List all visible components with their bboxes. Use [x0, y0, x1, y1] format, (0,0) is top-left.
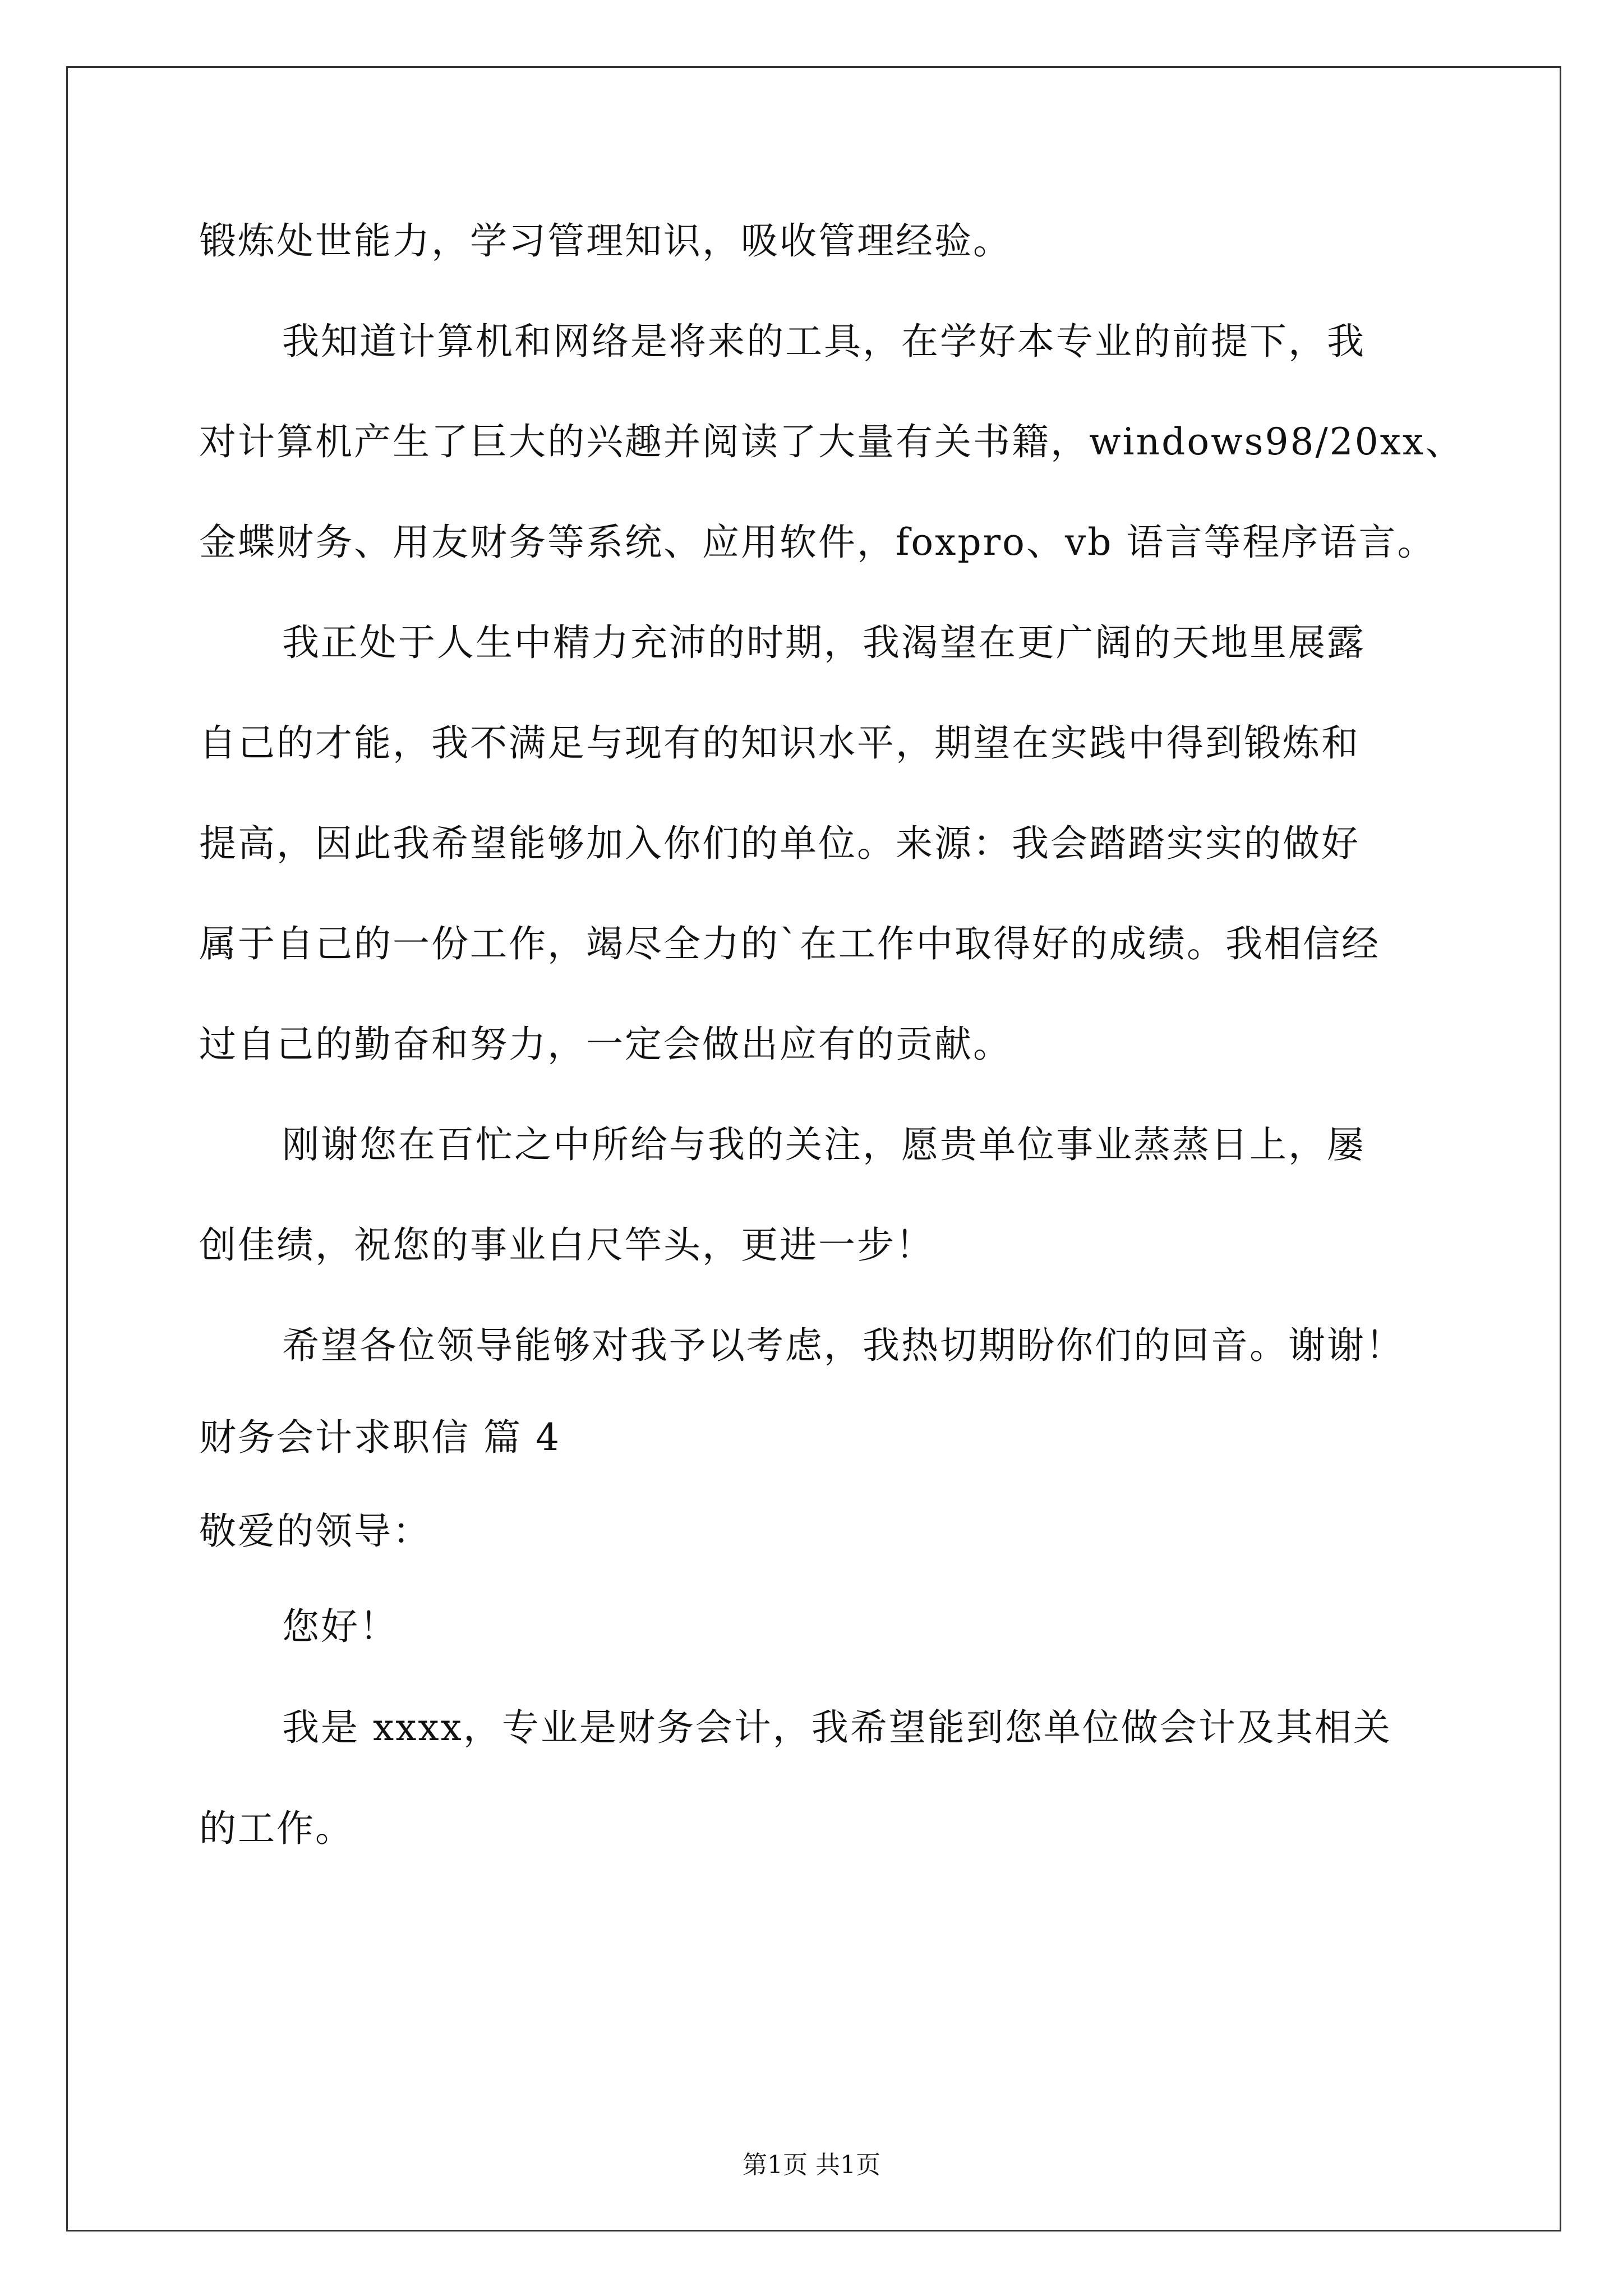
text-line-11: 创佳绩，祝您的事业白尺竿头，更进一步！ — [199, 1223, 934, 1267]
section-heading: 财务会计求职信 篇 4 — [199, 1416, 561, 1459]
text-line-16: 我是 xxxx，专业是财务会计，我希望能到您单位做会计及其相关 — [282, 1706, 1392, 1749]
text-line-9: 过自己的勤奋和努力，一定会做出应有的贡献。 — [199, 1023, 1012, 1066]
text-line-12: 希望各位领导能够对我予以考虑，我热切期盼你们的回音。谢谢！ — [282, 1324, 1404, 1367]
text-line-7: 提高，因此我希望能够加入你们的单位。来源：我会踏踏实实的做好 — [199, 822, 1360, 865]
text-line-5: 我正处于人生中精力充沛的时期，我渴望在更广阔的天地里展露 — [282, 621, 1366, 664]
text-line-10: 刚谢您在百忙之中所给与我的关注，愿贵单位事业蒸蒸日上，屡 — [282, 1123, 1366, 1166]
text-line-2: 我知道计算机和网络是将来的工具，在学好本专业的前提下，我 — [282, 320, 1366, 363]
text-line-8: 属于自己的一份工作，竭尽全力的`在工作中取得好的成绩。我相信经 — [199, 922, 1380, 965]
text-line-6: 自己的才能，我不满足与现有的知识水平，期望在实践中得到锻炼和 — [199, 721, 1360, 765]
page-footer: 第1页 共1页 — [743, 2151, 880, 2179]
text-line-4: 金蝶财务、用友财务等系统、应用软件，foxpro、vb 语言等程序语言。 — [199, 521, 1436, 564]
text-line-3: 对计算机产生了巨大的兴趣并阅读了大量有关书籍，windows98/20xx、 — [199, 420, 1464, 463]
text-line-17: 的工作。 — [199, 1807, 354, 1850]
greeting: 您好！ — [282, 1605, 398, 1648]
salutation: 敬爱的领导： — [199, 1510, 431, 1553]
text-line-1: 锻炼处世能力，学习管理知识，吸收管理经验。 — [199, 219, 1012, 263]
